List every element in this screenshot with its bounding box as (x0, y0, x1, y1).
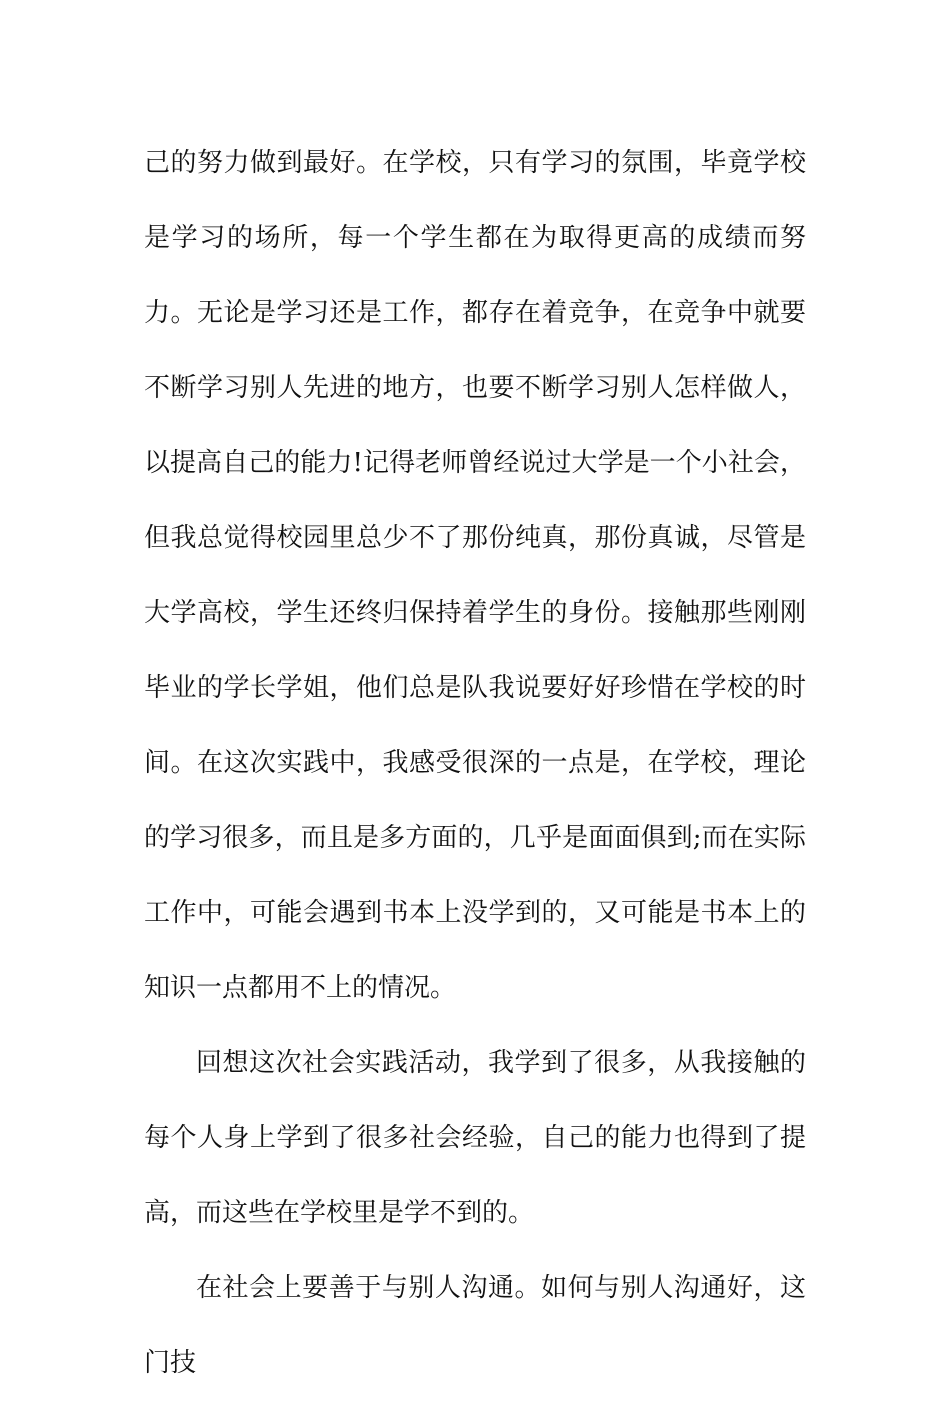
paragraph-3: 在社会上要善于与别人沟通。如何与别人沟通好，这门技 (144, 1273, 806, 1378)
document-body (144, 126, 806, 1401)
paragraph-1: 己的努力做到最好。在学校，只有学习的氛围，毕竟学校是学习的场所，每一个学生都在为取得更高的成绩而努力。无论是学习还是工作，都存在着竞争，在竞争中就要不断学习别人先进的地方，也要不断学习别人怎样做人，以提高自己的能力!记得老师曾经说过大学是一个小社会，但我总觉得校园里总少不了那份纯真，那份真诚，尽管是大学高校，学生还终归保持着学生的身份。接触那些刚刚毕业的学长学姐，他们总是队我说要好好珍惜在学校的时间。在这次实践中，我感受很深的一点是，在学校，理论的学习很多，而且是多方面的，几乎是面面俱到;而在实际工作中，可能会遇到书本上没学到的，又可能是书本上的知识一点都用不上的情况。 (144, 148, 806, 1003)
paragraph-2: 回想这次社会实践活动，我学到了很多，从我接触的每个人身上学到了很多社会经验，自己的能力也得到了提高，而这些在学校里是学不到的。 (144, 1048, 806, 1228)
